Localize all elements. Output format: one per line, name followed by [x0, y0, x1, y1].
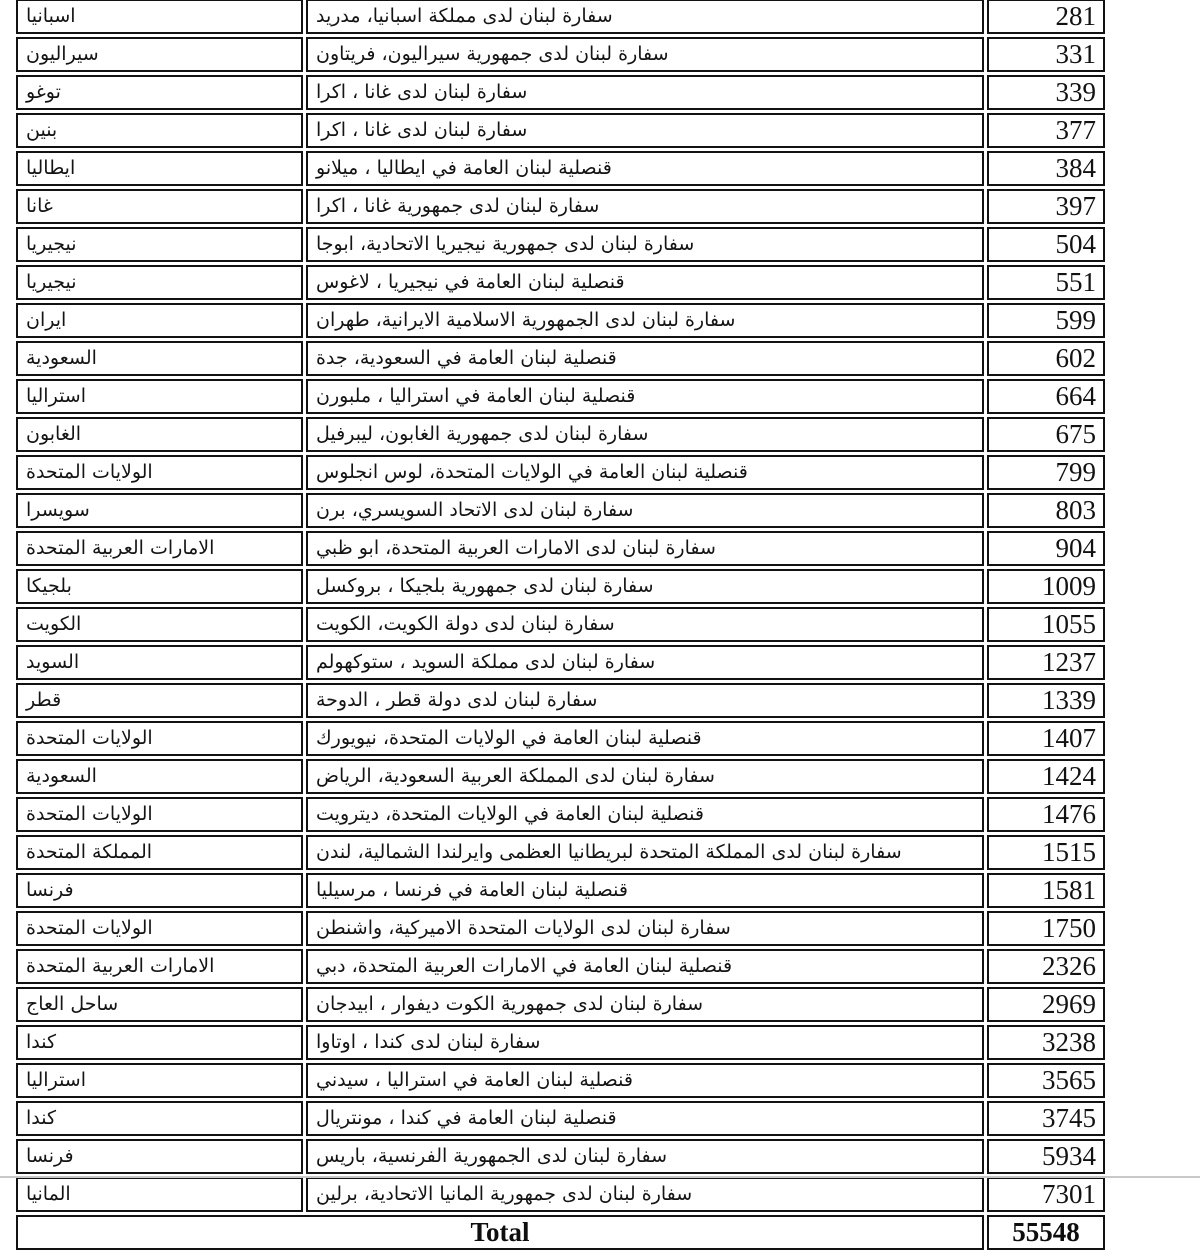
- mission-cell: سفارة لبنان لدى دولة الكويت، الكويت: [306, 607, 984, 642]
- mission-cell: سفارة لبنان لدى جمهورية بلجيكا ، بروكسل: [306, 569, 984, 604]
- mission-cell: قنصلية لبنان العامة في السعودية، جدة: [306, 341, 984, 376]
- total-label-cell: Total: [16, 1215, 984, 1250]
- count-cell: 799: [987, 455, 1105, 490]
- country-cell: سيراليون: [16, 37, 303, 72]
- table-row: [16, 1139, 1105, 1174]
- mission-cell: قنصلية لبنان العامة في استراليا ، سيدني: [306, 1063, 984, 1098]
- count-cell: 1339: [987, 683, 1105, 718]
- mission-cell: قنصلية لبنان العامة في نيجيريا ، لاغوس: [306, 265, 984, 300]
- count-cell: 5934: [987, 1139, 1105, 1174]
- mission-cell: سفارة لبنان لدى جمهورية الغابون، ليبرفيل: [306, 417, 984, 452]
- country-cell: ساحل العاج: [16, 987, 303, 1022]
- count-cell: 397: [987, 189, 1105, 224]
- count-cell: 1424: [987, 759, 1105, 794]
- scan-artifact-line: [0, 1176, 1200, 1178]
- count-cell: 2969: [987, 987, 1105, 1022]
- country-cell: الامارات العربية المتحدة: [16, 949, 303, 984]
- count-cell: 599: [987, 303, 1105, 338]
- table-row: [16, 607, 1105, 642]
- count-cell: 3565: [987, 1063, 1105, 1098]
- count-cell: 1055: [987, 607, 1105, 642]
- table-row: [16, 189, 1105, 224]
- mission-cell: سفارة لبنان لدى المملكة العربية السعودية، الرياض: [306, 759, 984, 794]
- country-cell: بلجيكا: [16, 569, 303, 604]
- count-cell: 504: [987, 227, 1105, 262]
- country-cell: الولايات المتحدة: [16, 455, 303, 490]
- table-row: [16, 721, 1105, 756]
- mission-cell: سفارة لبنان لدى الجمهورية الفرنسية، باريس: [306, 1139, 984, 1174]
- count-cell: 1407: [987, 721, 1105, 756]
- mission-cell: سفارة لبنان لدى غانا ، اكرا: [306, 113, 984, 148]
- table-row: [16, 683, 1105, 718]
- table-row: [16, 75, 1105, 110]
- mission-cell: سفارة لبنان لدى مملكة السويد ، ستوكهولم: [306, 645, 984, 680]
- table-row: [16, 341, 1105, 376]
- table-row: [16, 493, 1105, 528]
- count-cell: 1515: [987, 835, 1105, 870]
- country-cell: الولايات المتحدة: [16, 797, 303, 832]
- count-cell: 1581: [987, 873, 1105, 908]
- country-cell: ايطاليا: [16, 151, 303, 186]
- total-row: [16, 1215, 1105, 1250]
- mission-cell: قنصلية لبنان العامة في ايطاليا ، ميلانو: [306, 151, 984, 186]
- table-row: [16, 227, 1105, 262]
- mission-cell: قنصلية لبنان العامة في الولايات المتحدة، نيويورك: [306, 721, 984, 756]
- mission-cell: قنصلية لبنان العامة في كندا ، مونتريال: [306, 1101, 984, 1136]
- count-cell: 2326: [987, 949, 1105, 984]
- table-row: [16, 265, 1105, 300]
- country-cell: السويد: [16, 645, 303, 680]
- count-cell: 281: [987, 0, 1105, 34]
- count-cell: 1476: [987, 797, 1105, 832]
- mission-cell: قنصلية لبنان العامة في فرنسا ، مرسيليا: [306, 873, 984, 908]
- table-row: [16, 1177, 1105, 1212]
- count-cell: 664: [987, 379, 1105, 414]
- country-cell: ايران: [16, 303, 303, 338]
- count-cell: 384: [987, 151, 1105, 186]
- country-cell: استراليا: [16, 1063, 303, 1098]
- table-row: [16, 949, 1105, 984]
- count-cell: 602: [987, 341, 1105, 376]
- mission-cell: سفارة لبنان لدى الاتحاد السويسري، برن: [306, 493, 984, 528]
- mission-cell: قنصلية لبنان العامة في الولايات المتحدة، لوس انجلوس: [306, 455, 984, 490]
- table-row: [16, 835, 1105, 870]
- table-row: [16, 151, 1105, 186]
- missions-table-body: [16, 0, 1105, 1250]
- mission-cell: سفارة لبنان لدى الولايات المتحدة الاميركية، واشنطن: [306, 911, 984, 946]
- table-row: [16, 0, 1105, 34]
- table-row: [16, 303, 1105, 338]
- count-cell: 377: [987, 113, 1105, 148]
- table-row: [16, 455, 1105, 490]
- mission-cell: سفارة لبنان لدى جمهورية المانيا الاتحادية، برلين: [306, 1177, 984, 1212]
- count-cell: 1009: [987, 569, 1105, 604]
- country-cell: فرنسا: [16, 1139, 303, 1174]
- count-cell: 3745: [987, 1101, 1105, 1136]
- country-cell: الولايات المتحدة: [16, 911, 303, 946]
- mission-cell: سفارة لبنان لدى جمهورية نيجيريا الاتحادية، ابوجا: [306, 227, 984, 262]
- country-cell: الولايات المتحدة: [16, 721, 303, 756]
- table-row: [16, 645, 1105, 680]
- country-cell: غانا: [16, 189, 303, 224]
- mission-cell: سفارة لبنان لدى كندا ، اوتاوا: [306, 1025, 984, 1060]
- count-cell: 339: [987, 75, 1105, 110]
- count-cell: 803: [987, 493, 1105, 528]
- country-cell: المملكة المتحدة: [16, 835, 303, 870]
- table-row: [16, 569, 1105, 604]
- country-cell: كندا: [16, 1025, 303, 1060]
- country-cell: كندا: [16, 1101, 303, 1136]
- country-cell: بنين: [16, 113, 303, 148]
- table-row: [16, 911, 1105, 946]
- mission-cell: قنصلية لبنان العامة في استراليا ، ملبورن: [306, 379, 984, 414]
- mission-cell: سفارة لبنان لدى الامارات العربية المتحدة، ابو ظبي: [306, 531, 984, 566]
- table-row: [16, 1063, 1105, 1098]
- country-cell: الكويت: [16, 607, 303, 642]
- count-cell: 675: [987, 417, 1105, 452]
- country-cell: فرنسا: [16, 873, 303, 908]
- missions-table: [13, 0, 1108, 1253]
- country-cell: نيجيريا: [16, 227, 303, 262]
- count-cell: 1237: [987, 645, 1105, 680]
- table-row: [16, 759, 1105, 794]
- mission-cell: قنصلية لبنان العامة في الامارات العربية المتحدة، دبي: [306, 949, 984, 984]
- country-cell: الغابون: [16, 417, 303, 452]
- count-cell: 7301: [987, 1177, 1105, 1212]
- mission-cell: سفارة لبنان لدى غانا ، اكرا: [306, 75, 984, 110]
- table-row: [16, 37, 1105, 72]
- table-row: [16, 379, 1105, 414]
- country-cell: اسبانيا: [16, 0, 303, 34]
- country-cell: قطر: [16, 683, 303, 718]
- country-cell: المانيا: [16, 1177, 303, 1212]
- mission-cell: سفارة لبنان لدى المملكة المتحدة لبريطانيا العظمى وايرلندا الشمالية، لندن: [306, 835, 984, 870]
- mission-cell: سفارة لبنان لدى دولة قطر ، الدوحة: [306, 683, 984, 718]
- total-value-cell: 55548: [987, 1215, 1105, 1250]
- count-cell: 904: [987, 531, 1105, 566]
- mission-cell: قنصلية لبنان العامة في الولايات المتحدة، ديترويت: [306, 797, 984, 832]
- table-row: [16, 113, 1105, 148]
- table-row: [16, 417, 1105, 452]
- table-row: [16, 987, 1105, 1022]
- country-cell: توغو: [16, 75, 303, 110]
- count-cell: 1750: [987, 911, 1105, 946]
- mission-cell: سفارة لبنان لدى مملكة اسبانيا، مدريد: [306, 0, 984, 34]
- country-cell: نيجيريا: [16, 265, 303, 300]
- country-cell: استراليا: [16, 379, 303, 414]
- table-row: [16, 797, 1105, 832]
- mission-cell: سفارة لبنان لدى جمهورية غانا ، اكرا: [306, 189, 984, 224]
- table-row: [16, 873, 1105, 908]
- mission-cell: سفارة لبنان لدى الجمهورية الاسلامية الايرانية، طهران: [306, 303, 984, 338]
- country-cell: الامارات العربية المتحدة: [16, 531, 303, 566]
- country-cell: سويسرا: [16, 493, 303, 528]
- count-cell: 3238: [987, 1025, 1105, 1060]
- count-cell: 551: [987, 265, 1105, 300]
- mission-cell: سفارة لبنان لدى جمهورية سيراليون، فريتاون: [306, 37, 984, 72]
- mission-cell: سفارة لبنان لدى جمهورية الكوت ديفوار ، ابيدجان: [306, 987, 984, 1022]
- table-row: [16, 1101, 1105, 1136]
- country-cell: السعودية: [16, 341, 303, 376]
- table-row: [16, 531, 1105, 566]
- table-row: [16, 1025, 1105, 1060]
- count-cell: 331: [987, 37, 1105, 72]
- country-cell: السعودية: [16, 759, 303, 794]
